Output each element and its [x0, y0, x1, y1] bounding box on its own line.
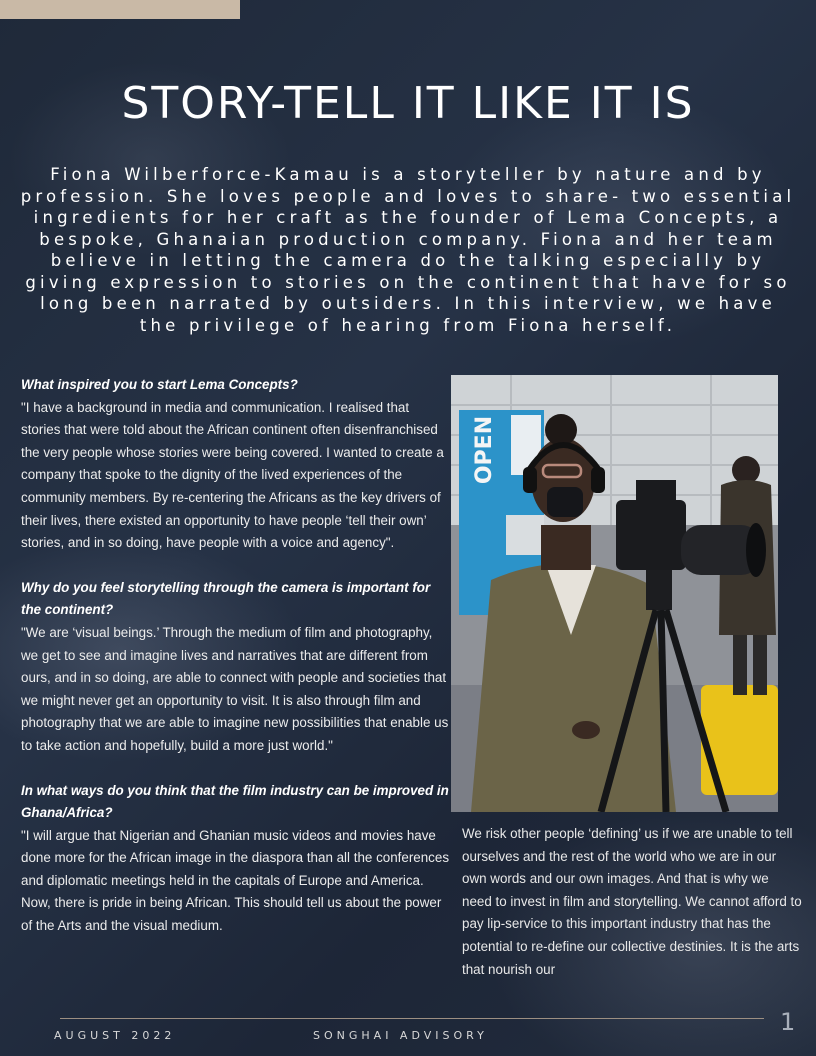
answer-1: "I have a background in media and communication. I realised that stories that were told about the African continent often disenfranchised the very people whose stories were being covered. I wanted to create a company that spoke to the dignity of the lived experiences of the community members. By re-centering the Africans as the key drivers of their lives, there existed an opportunity to have people ‘tell their own’ stories, and in so doing, have people with a voice and agency". — [21, 399, 444, 551]
footer-brand: SONGHAI ADVISORY — [313, 1029, 488, 1042]
interview-column — [21, 374, 451, 938]
answer-2: "We are ‘visual beings.’ Through the medium of film and photography, we get to see and imagine lives and narratives that are different from ours, and in so doing, are able to connect with people and societies that we might never get an opportunity to visit. It is also through film and photography that we are able to imagine new possibilities that enable us to take action and hopefully, build a more just world." — [21, 624, 449, 753]
answer-3: "I will argue that Nigerian and Ghanian music videos and movies have done more for the African image in the diaspora than all the conferences and diplomatic meetings held in the capitals of Europe and America. Now, there is pride in being African. This should tell us about the power of the Arts and the visual medium. — [21, 827, 450, 934]
page-number: 1 — [780, 1008, 796, 1036]
photo-illustration — [451, 375, 778, 812]
page-title: STORY-TELL IT LIKE IT IS — [121, 78, 695, 129]
footer-divider — [60, 1018, 764, 1019]
question-1: What inspired you to start Lema Concepts? — [21, 377, 298, 392]
footer-date: AUGUST 2022 — [54, 1029, 176, 1042]
header-accent-bar — [0, 0, 240, 19]
interview-photo — [451, 375, 778, 812]
intro-paragraph: Fiona Wilberforce-Kamau is a storyteller by nature and by profession. She loves people and loves to share- two essential ingredients for her craft as the founder of Lema Concepts, a bespoke, Ghanaian production company. Fiona and her team believe in letting the camera do the talking especially by giving expression to stories on the continent that have for so long been narrated by outsiders. In this interview, we have the privilege of hearing from Fiona herself. — [20, 165, 796, 335]
question-3: In what ways do you think that the film industry can be improved in Ghana/Africa? — [21, 782, 449, 821]
interview-continuation: We risk other people ‘defining’ us if we are unable to tell ourselves and the rest of the world who we are in our own words and our own images. And that is why we need to invest in film and storytelling. We cannot afford to pay lip-service to this important industry that has the potential to re-define our collective destinies. It is the arts that nourish our — [462, 826, 802, 977]
open-sign-text: OPEN — [472, 415, 497, 485]
question-2: Why do you feel storytelling through the camera is important for the continent? — [21, 579, 431, 618]
